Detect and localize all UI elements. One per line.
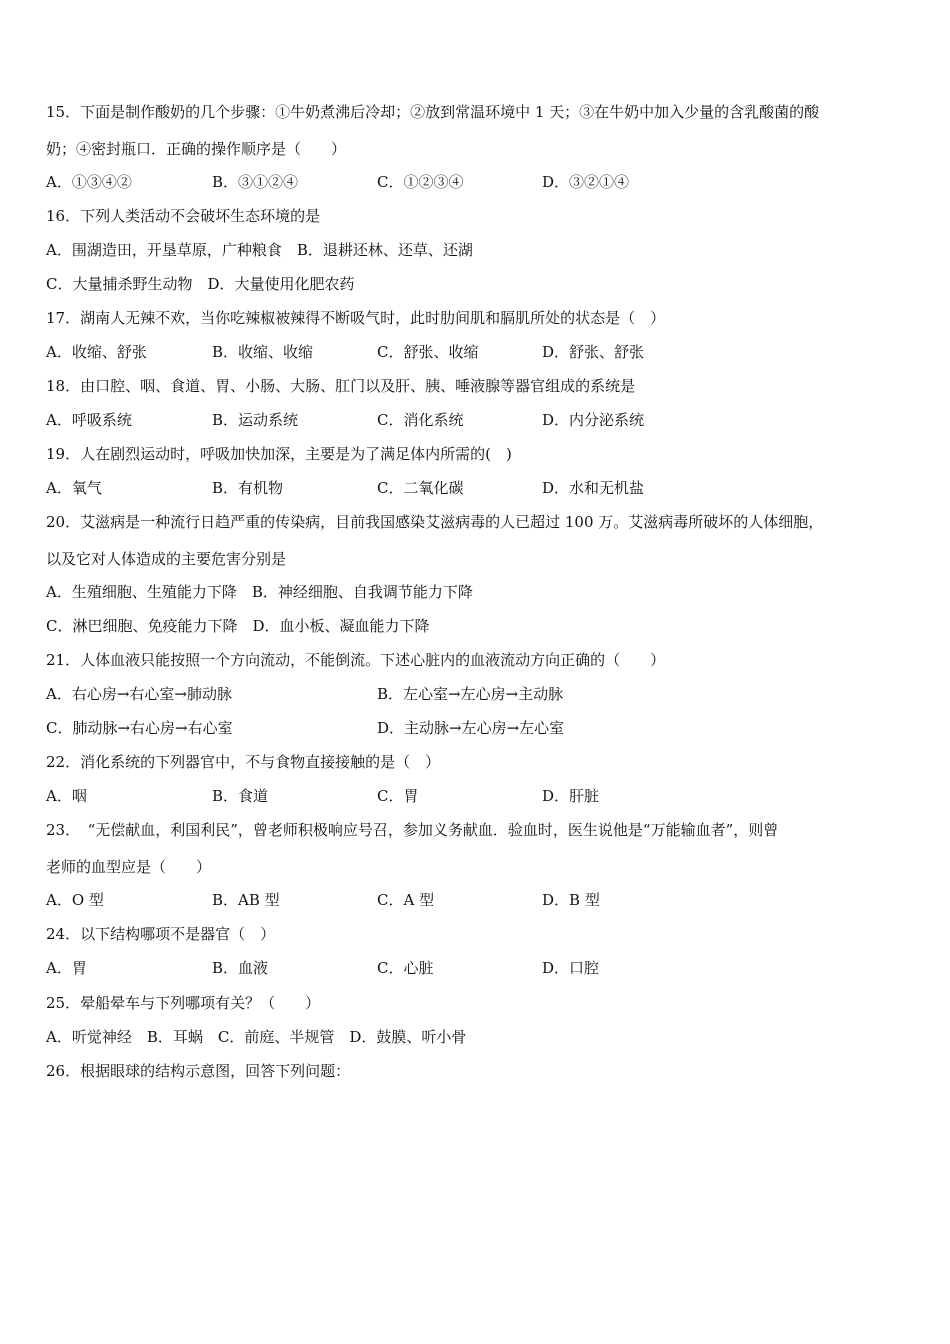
q22-option-d: D．肝脏: [542, 787, 600, 805]
q21-option-b: B．左心室→左心房→主动脉: [377, 685, 564, 703]
q22-option-a: A．咽: [46, 787, 87, 805]
q18-option-b: B．运动系统: [212, 411, 299, 429]
q23-stem-line2: 老师的血型应是（ ）: [46, 858, 212, 876]
q25-options-row: A．听觉神经 B．耳蜗 C．前庭、半规管 D．鼓膜、听小骨: [46, 1028, 467, 1046]
q21-stem: 21．人体血液只能按照一个方向流动，不能倒流。下述心脏内的血液流动方向正确的（ ）: [46, 651, 666, 669]
q21-option-d: D．主动脉→左心房→左心室: [377, 719, 565, 737]
q21-option-a: A．右心房→右心室→肺动脉: [46, 685, 232, 703]
q23-option-c: C．A 型: [377, 891, 435, 909]
q22-stem: 22．消化系统的下列器官中，不与食物直接接触的是（ ）: [46, 753, 441, 771]
q17-option-c: C．舒张、收缩: [377, 343, 479, 361]
q23-stem-line1: 23． “无偿献血，利国利民”，曾老师积极响应号召，参加义务献血．验血时，医生说他是“万能输血者”，则曾: [46, 821, 779, 839]
q23-option-b: B．AB 型: [212, 891, 280, 909]
q15-option-c: C．①②③④: [377, 173, 464, 191]
q17-option-d: D．舒张、舒张: [542, 343, 645, 361]
q20-stem-line2: 以及它对人体造成的主要危害分别是: [46, 550, 287, 568]
q25-stem: 25．晕船晕车与下列哪项有关？（ ）: [46, 994, 321, 1012]
q17-stem: 17．湖南人无辣不欢，当你吃辣椒被辣得不断吸气时，此时肋间肌和膈肌所处的状态是（ ）: [46, 309, 666, 327]
q24-option-c: C．心脏: [377, 959, 434, 977]
q20-stem-line1: 20．艾滋病是一种流行日趋严重的传染病，目前我国感染艾滋病毒的人已超过 100 万。艾滋病毒所破坏的人体细胞，: [46, 513, 824, 531]
q19-option-a: A．氧气: [46, 479, 102, 497]
q15-stem-line2: 奶；④密封瓶口．正确的操作顺序是（ ）: [46, 140, 347, 158]
q21-option-c: C．肺动脉→右心房→右心室: [46, 719, 233, 737]
q16-stem: 16．下列人类活动不会破坏生态环境的是: [46, 207, 321, 225]
q18-option-a: A．呼吸系统: [46, 411, 132, 429]
q16-options-row1: A．围湖造田，开垦草原，广种粮食 B．退耕还林、还草、还湖: [46, 241, 473, 259]
q24-option-a: A．胃: [46, 959, 87, 977]
q17-option-a: A．收缩、舒张: [46, 343, 147, 361]
q15-option-d: D．③②①④: [542, 173, 630, 191]
q17-option-b: B．收缩、收缩: [212, 343, 314, 361]
q24-stem: 24．以下结构哪项不是器官（ ）: [46, 925, 276, 943]
q19-option-c: C．二氧化碳: [377, 479, 464, 497]
q26-stem: 26．根据眼球的结构示意图，回答下列问题：: [46, 1062, 351, 1080]
q22-option-b: B．食道: [212, 787, 269, 805]
q19-option-b: B．有机物: [212, 479, 284, 497]
q20-options-row1: A．生殖细胞、生殖能力下降 B．神经细胞、自我调节能力下降: [46, 583, 473, 601]
q16-options-row2: C．大量捕杀野生动物 D．大量使用化肥农药: [46, 275, 355, 293]
q24-option-b: B．血液: [212, 959, 269, 977]
q19-stem: 19．人在剧烈运动时，呼吸加快加深，主要是为了满足体内所需的( ): [46, 445, 512, 463]
q19-option-d: D．水和无机盐: [542, 479, 645, 497]
q18-option-c: C．消化系统: [377, 411, 464, 429]
q23-option-d: D．B 型: [542, 891, 600, 909]
q18-stem: 18．由口腔、咽、食道、胃、小肠、大肠、肛门以及肝、胰、唾液腺等器官组成的系统是: [46, 377, 636, 395]
q15-stem-line1: 15．下面是制作酸奶的几个步骤：①牛奶煮沸后冷却；②放到常温环境中 1 天；③在牛奶中加入少量的含乳酸菌的酸: [46, 103, 820, 121]
q24-option-d: D．口腔: [542, 959, 600, 977]
q15-option-b: B．③①②④: [212, 173, 299, 191]
q15-option-a: A．①③④②: [46, 173, 132, 191]
q23-option-a: A．O 型: [46, 891, 104, 909]
q22-option-c: C．胃: [377, 787, 419, 805]
q20-options-row2: C．淋巴细胞、免疫能力下降 D．血小板、凝血能力下降: [46, 617, 430, 635]
q18-option-d: D．内分泌系统: [542, 411, 645, 429]
